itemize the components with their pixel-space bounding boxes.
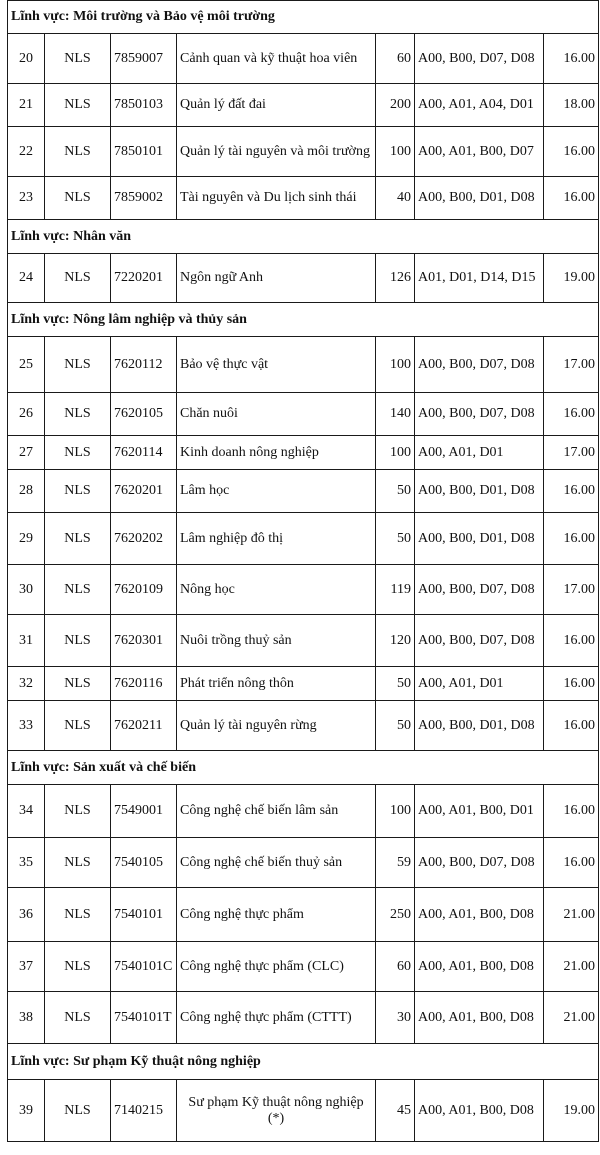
cell-benchmark-score: 21.00 <box>544 992 599 1044</box>
table-row <box>8 254 599 303</box>
cell-benchmark-score: 17.00 <box>544 436 599 470</box>
table-row <box>8 34 599 84</box>
cell-no: 33 <box>8 701 45 751</box>
cell-major-name: Quản lý đất đai <box>177 84 376 127</box>
cell-major-code: 7850101 <box>111 127 177 177</box>
cell-quota: 30 <box>376 992 415 1044</box>
cell-subject-combos: A00, B00, D01, D08 <box>415 177 544 220</box>
cell-subject-combos: A00, B00, D07, D08 <box>415 615 544 667</box>
cell-benchmark-score: 17.00 <box>544 565 599 615</box>
cell-school-code: NLS <box>45 1080 111 1142</box>
cell-school-code: NLS <box>45 177 111 220</box>
cell-no: 20 <box>8 34 45 84</box>
table-row <box>8 127 599 177</box>
cell-no: 39 <box>8 1080 45 1142</box>
cell-major-code: 7620112 <box>111 337 177 393</box>
cell-quota: 40 <box>376 177 415 220</box>
cell-major-name: Công nghệ thực phẩm (CTTT) <box>177 992 376 1044</box>
cell-quota: 59 <box>376 838 415 888</box>
cell-quota: 100 <box>376 436 415 470</box>
cell-subject-combos: A00, A01, B00, D07 <box>415 127 544 177</box>
table-row <box>8 84 599 127</box>
cell-subject-combos: A00, A01, B00, D08 <box>415 992 544 1044</box>
cell-school-code: NLS <box>45 513 111 565</box>
cell-major-name: Tài nguyên và Du lịch sinh thái <box>177 177 376 220</box>
cell-no: 22 <box>8 127 45 177</box>
cell-subject-combos: A00, A01, B00, D08 <box>415 888 544 942</box>
cell-school-code: NLS <box>45 888 111 942</box>
cell-major-code: 7620301 <box>111 615 177 667</box>
cell-major-name: Kinh doanh nông nghiệp <box>177 436 376 470</box>
cell-no: 27 <box>8 436 45 470</box>
cell-subject-combos: A00, B00, D01, D08 <box>415 701 544 751</box>
cell-quota: 60 <box>376 942 415 992</box>
cell-benchmark-score: 16.00 <box>544 513 599 565</box>
cell-major-code: 7620105 <box>111 393 177 436</box>
cell-quota: 140 <box>376 393 415 436</box>
cell-no: 32 <box>8 667 45 701</box>
cell-benchmark-score: 16.00 <box>544 701 599 751</box>
cell-benchmark-score: 16.00 <box>544 393 599 436</box>
cell-major-code: 7540105 <box>111 838 177 888</box>
cell-school-code: NLS <box>45 127 111 177</box>
cell-major-name: Quản lý tài nguyên rừng <box>177 701 376 751</box>
category-row <box>8 1 599 34</box>
cell-school-code: NLS <box>45 785 111 838</box>
cell-subject-combos: A00, B00, D07, D08 <box>415 337 544 393</box>
table-row <box>8 615 599 667</box>
cell-major-code: 7620201 <box>111 470 177 513</box>
cell-school-code: NLS <box>45 667 111 701</box>
cell-quota: 50 <box>376 701 415 751</box>
category-row <box>8 220 599 254</box>
cell-major-code: 7620114 <box>111 436 177 470</box>
cell-no: 34 <box>8 785 45 838</box>
cell-subject-combos: A00, A01, B00, D01 <box>415 785 544 838</box>
cell-benchmark-score: 16.00 <box>544 785 599 838</box>
cell-school-code: NLS <box>45 942 111 992</box>
category-label: Lĩnh vực: Môi trường và Bảo vệ môi trường <box>8 1 599 34</box>
cell-subject-combos: A00, B00, D07, D08 <box>415 393 544 436</box>
cell-school-code: NLS <box>45 838 111 888</box>
cell-school-code: NLS <box>45 436 111 470</box>
cell-major-name: Phát triển nông thôn <box>177 667 376 701</box>
table-row <box>8 436 599 470</box>
cell-subject-combos: A00, A01, A04, D01 <box>415 84 544 127</box>
cell-major-name: Sư phạm Kỹ thuật nông nghiệp (*) <box>177 1080 376 1142</box>
cell-quota: 100 <box>376 785 415 838</box>
cell-benchmark-score: 16.00 <box>544 34 599 84</box>
cell-no: 35 <box>8 838 45 888</box>
cell-major-code: 7540101T <box>111 992 177 1044</box>
cell-no: 29 <box>8 513 45 565</box>
cell-major-code: 7220201 <box>111 254 177 303</box>
cell-subject-combos: A01, D01, D14, D15 <box>415 254 544 303</box>
cell-benchmark-score: 21.00 <box>544 942 599 992</box>
cell-school-code: NLS <box>45 337 111 393</box>
table-row <box>8 785 599 838</box>
table-row <box>8 565 599 615</box>
cell-major-code: 7540101C <box>111 942 177 992</box>
table-row <box>8 888 599 942</box>
cell-school-code: NLS <box>45 615 111 667</box>
category-label: Lĩnh vực: Nông lâm nghiệp và thủy sản <box>8 303 599 337</box>
table-body <box>8 1 599 1142</box>
cell-school-code: NLS <box>45 470 111 513</box>
cell-no: 38 <box>8 992 45 1044</box>
cell-major-code: 7859002 <box>111 177 177 220</box>
table-row <box>8 1080 599 1142</box>
cell-quota: 100 <box>376 337 415 393</box>
cell-school-code: NLS <box>45 992 111 1044</box>
cell-subject-combos: A00, A01, D01 <box>415 667 544 701</box>
cell-major-name: Công nghệ thực phẩm <box>177 888 376 942</box>
cell-major-code: 7620211 <box>111 701 177 751</box>
table-row <box>8 177 599 220</box>
cell-school-code: NLS <box>45 34 111 84</box>
cell-quota: 250 <box>376 888 415 942</box>
cell-no: 21 <box>8 84 45 127</box>
category-label: Lĩnh vực: Sản xuất và chế biến <box>8 751 599 785</box>
cell-major-name: Ngôn ngữ Anh <box>177 254 376 303</box>
cell-major-name: Quản lý tài nguyên và môi trường <box>177 127 376 177</box>
cell-school-code: NLS <box>45 701 111 751</box>
cell-major-code: 7620116 <box>111 667 177 701</box>
cell-major-name: Công nghệ thực phẩm (CLC) <box>177 942 376 992</box>
cell-no: 30 <box>8 565 45 615</box>
cell-subject-combos: A00, B00, D01, D08 <box>415 513 544 565</box>
cell-major-name: Chăn nuôi <box>177 393 376 436</box>
cell-major-code: 7540101 <box>111 888 177 942</box>
cell-benchmark-score: 19.00 <box>544 1080 599 1142</box>
cell-no: 25 <box>8 337 45 393</box>
cell-quota: 119 <box>376 565 415 615</box>
table-row <box>8 337 599 393</box>
cell-major-name: Công nghệ chế biến thuỷ sản <box>177 838 376 888</box>
cell-school-code: NLS <box>45 254 111 303</box>
cell-school-code: NLS <box>45 393 111 436</box>
cell-subject-combos: A00, B00, D01, D08 <box>415 470 544 513</box>
cell-major-code: 7850103 <box>111 84 177 127</box>
cell-subject-combos: A00, B00, D07, D08 <box>415 34 544 84</box>
cell-quota: 50 <box>376 470 415 513</box>
cell-quota: 45 <box>376 1080 415 1142</box>
cell-major-name: Lâm nghiệp đô thị <box>177 513 376 565</box>
cell-quota: 50 <box>376 513 415 565</box>
cell-no: 26 <box>8 393 45 436</box>
cell-major-name: Nuôi trồng thuỷ sản <box>177 615 376 667</box>
table-row <box>8 992 599 1044</box>
cell-no: 23 <box>8 177 45 220</box>
admission-table <box>7 0 599 1142</box>
cell-subject-combos: A00, A01, B00, D08 <box>415 1080 544 1142</box>
table-row <box>8 838 599 888</box>
cell-benchmark-score: 18.00 <box>544 84 599 127</box>
table-row <box>8 701 599 751</box>
cell-benchmark-score: 19.00 <box>544 254 599 303</box>
table-row <box>8 513 599 565</box>
cell-major-code: 7549001 <box>111 785 177 838</box>
category-row <box>8 1044 599 1080</box>
cell-benchmark-score: 16.00 <box>544 127 599 177</box>
cell-no: 31 <box>8 615 45 667</box>
cell-subject-combos: A00, A01, B00, D08 <box>415 942 544 992</box>
cell-benchmark-score: 21.00 <box>544 888 599 942</box>
cell-benchmark-score: 16.00 <box>544 667 599 701</box>
cell-major-name: Nông học <box>177 565 376 615</box>
cell-major-code: 7859007 <box>111 34 177 84</box>
cell-major-code: 7140215 <box>111 1080 177 1142</box>
cell-major-name: Bảo vệ thực vật <box>177 337 376 393</box>
cell-major-code: 7620109 <box>111 565 177 615</box>
table-row <box>8 470 599 513</box>
cell-no: 24 <box>8 254 45 303</box>
table-row <box>8 667 599 701</box>
category-label: Lĩnh vực: Sư phạm Kỹ thuật nông nghiệp <box>8 1044 599 1080</box>
cell-quota: 200 <box>376 84 415 127</box>
cell-benchmark-score: 16.00 <box>544 177 599 220</box>
category-label: Lĩnh vực: Nhân văn <box>8 220 599 254</box>
cell-no: 36 <box>8 888 45 942</box>
cell-benchmark-score: 16.00 <box>544 615 599 667</box>
category-row <box>8 751 599 785</box>
cell-school-code: NLS <box>45 565 111 615</box>
cell-quota: 120 <box>376 615 415 667</box>
table-row <box>8 393 599 436</box>
cell-major-name: Cảnh quan và kỹ thuật hoa viên <box>177 34 376 84</box>
cell-quota: 60 <box>376 34 415 84</box>
cell-major-code: 7620202 <box>111 513 177 565</box>
cell-major-name: Lâm học <box>177 470 376 513</box>
category-row <box>8 303 599 337</box>
cell-subject-combos: A00, B00, D07, D08 <box>415 565 544 615</box>
cell-major-name: Công nghệ chế biến lâm sản <box>177 785 376 838</box>
cell-benchmark-score: 17.00 <box>544 337 599 393</box>
cell-quota: 50 <box>376 667 415 701</box>
cell-school-code: NLS <box>45 84 111 127</box>
cell-quota: 126 <box>376 254 415 303</box>
cell-subject-combos: A00, A01, D01 <box>415 436 544 470</box>
cell-benchmark-score: 16.00 <box>544 838 599 888</box>
cell-subject-combos: A00, B00, D07, D08 <box>415 838 544 888</box>
cell-quota: 100 <box>376 127 415 177</box>
cell-no: 28 <box>8 470 45 513</box>
cell-benchmark-score: 16.00 <box>544 470 599 513</box>
cell-no: 37 <box>8 942 45 992</box>
table-row <box>8 942 599 992</box>
